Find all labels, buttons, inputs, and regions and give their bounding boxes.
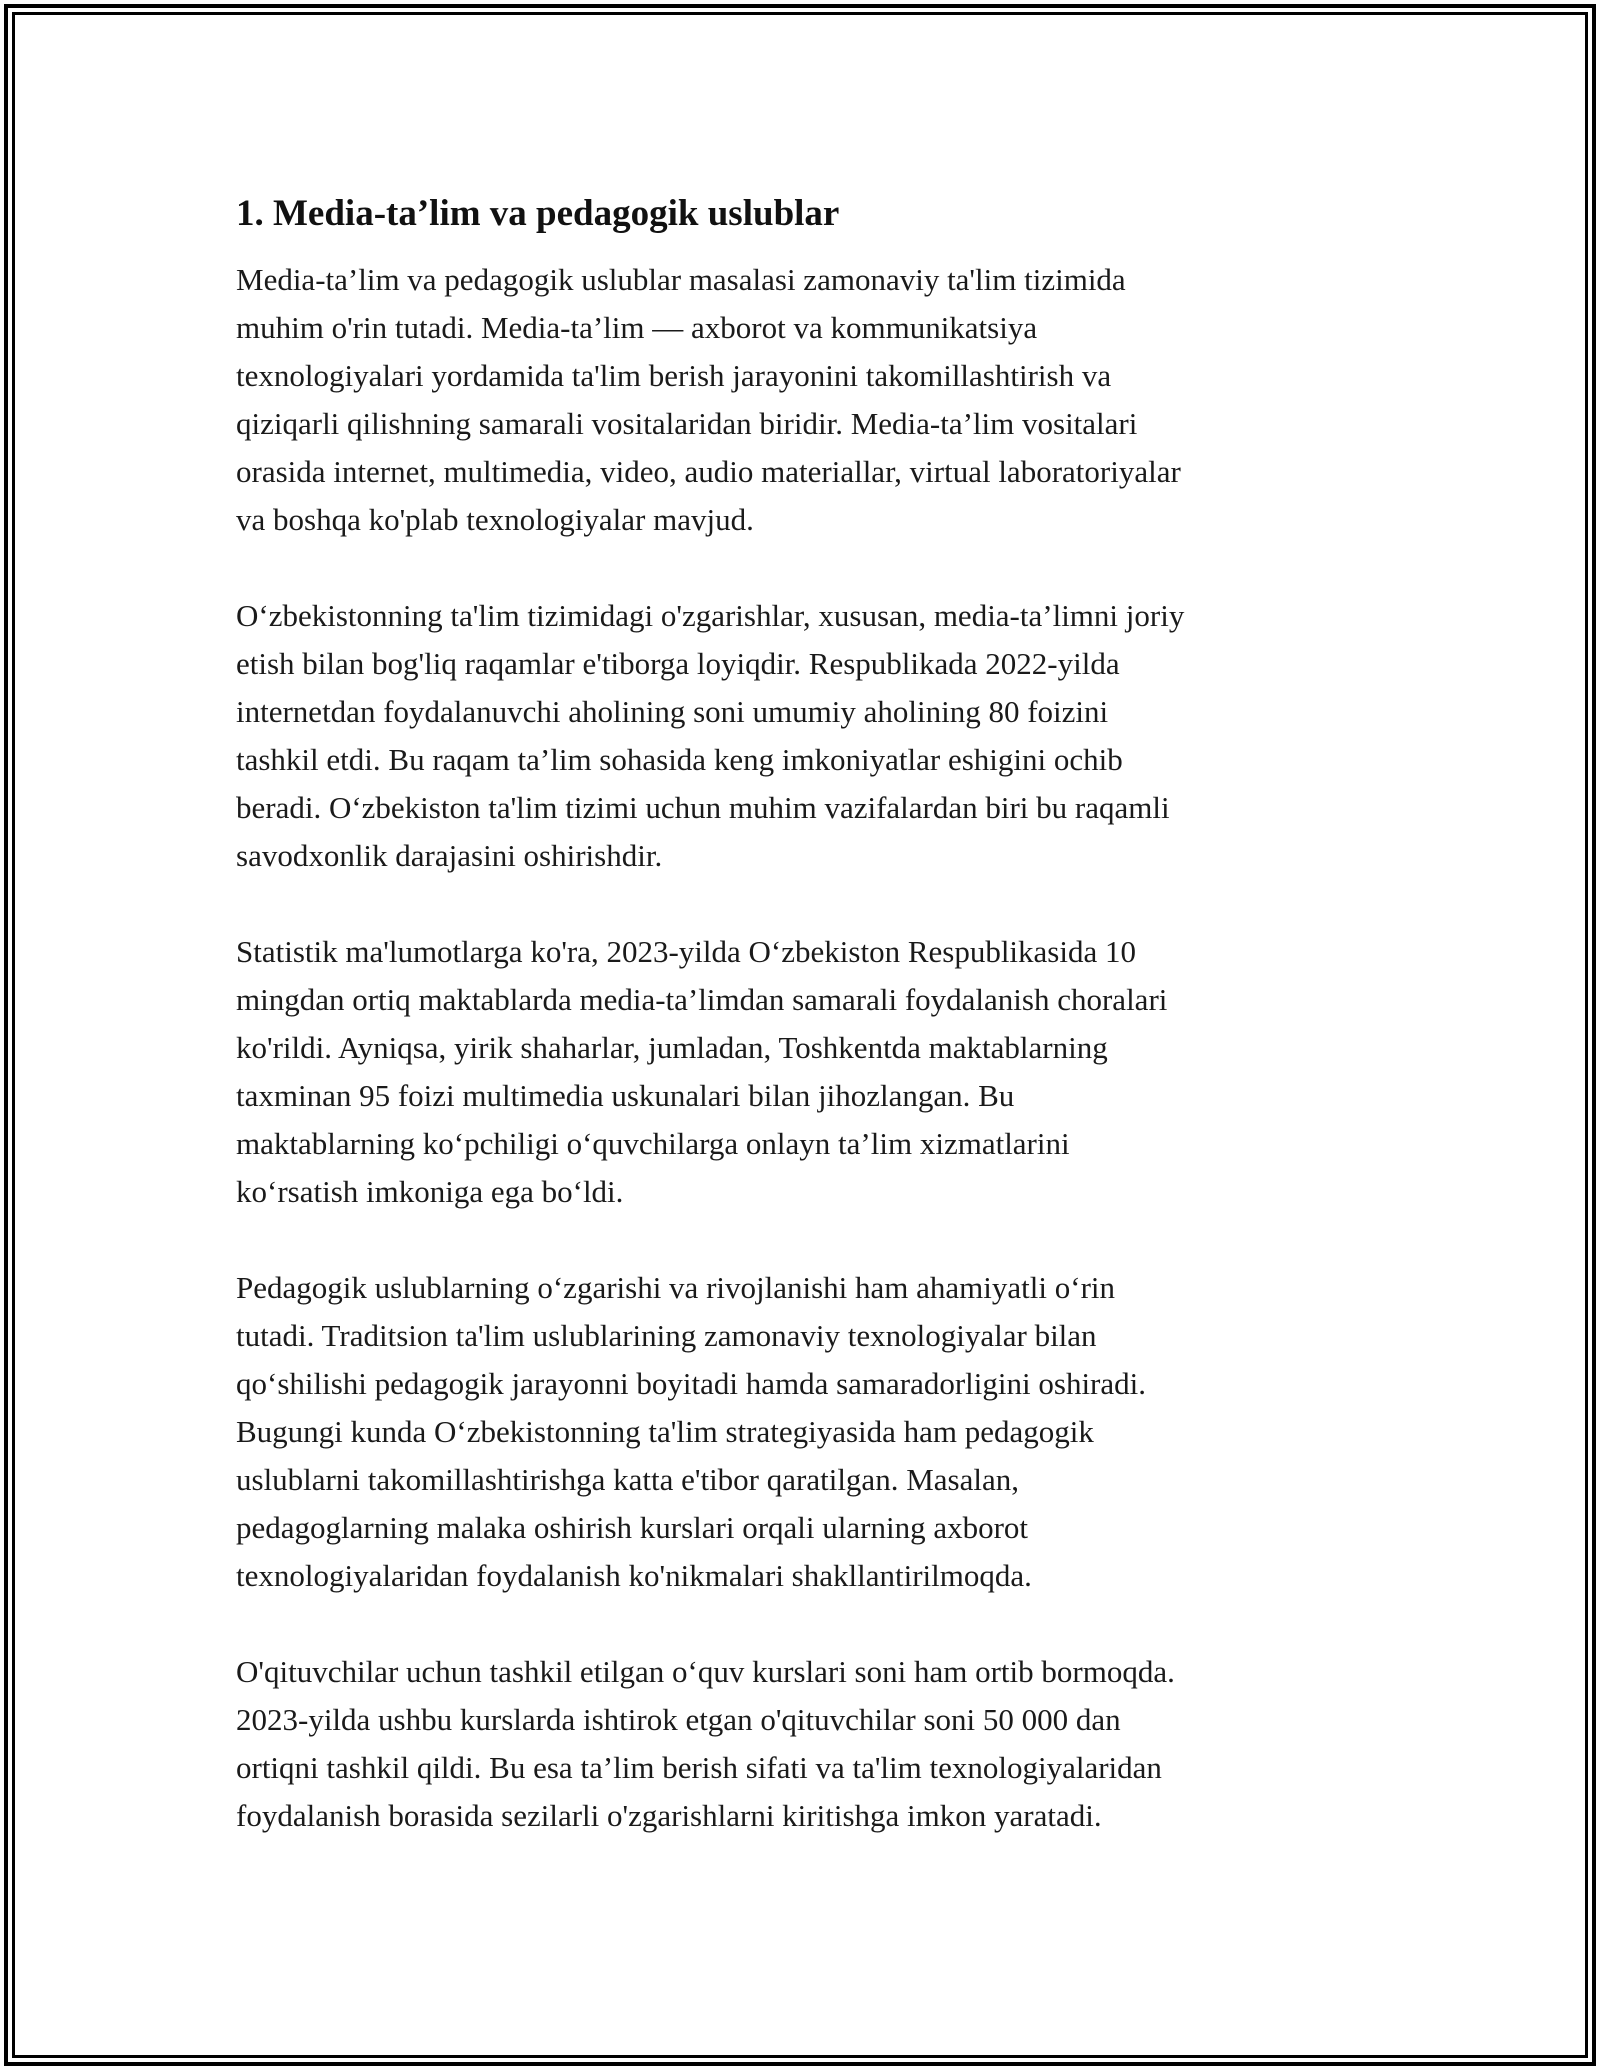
paragraph-line: va boshqa ko'plab texnologiyalar mavjud. [236,502,754,537]
paragraph-line: uslublarni takomillashtirishga katta e'tibor qaratilgan. Masalan, [236,1462,1019,1497]
document-page [236,186,1376,1888]
paragraph-3 [236,928,1376,1216]
paragraph-line: ko'rildi. Ayniqsa, yirik shaharlar, jumladan, Toshkentda maktablarning [236,1030,1108,1065]
paragraph-line: Pedagogik uslublarning o‘zgarishi va rivojlanishi ham ahamiyatli o‘rin [236,1270,1116,1305]
paragraph-line: muhim o'rin tutadi. Media-ta’lim — axborot va kommunikatsiya [236,310,1038,345]
paragraph-line: pedagoglarning malaka oshirish kurslari orqali ularning axborot [236,1510,1029,1545]
paragraph-line: texnologiyalaridan foydalanish ko'nikmalari shakllantirilmoqda. [236,1558,1032,1593]
paragraph-1 [236,256,1376,544]
paragraph-line: mingdan ortiq maktablarda media-ta’limdan samarali foydalanish choralari [236,982,1168,1017]
paragraph-line: ko‘rsatish imkoniga ega bo‘ldi. [236,1174,624,1209]
paragraph-line: taxminan 95 foizi multimedia uskunalari bilan jihozlangan. Bu [236,1078,1015,1113]
paragraph-line: orasida internet, multimedia, video, audio materiallar, virtual laboratoriyalar [236,454,1181,489]
paragraph-line: Bugungi kunda O‘zbekistonning ta'lim strategiyasida ham pedagogik [236,1414,1094,1449]
paragraph-2 [236,592,1376,880]
paragraph-4 [236,1264,1376,1600]
paragraph-line: tashkil etdi. Bu raqam ta’lim sohasida keng imkoniyatlar eshigini ochib [236,742,1123,777]
paragraph-line: foydalanish borasida sezilarli o'zgarishlarni kiritishga imkon yaratadi. [236,1798,1102,1833]
paragraph-5 [236,1648,1376,1840]
paragraph-line: texnologiyalari yordamida ta'lim berish jarayonini takomillashtirish va [236,358,1112,393]
paragraph-line: maktablarning ko‘pchiligi o‘quvchilarga onlayn ta’lim xizmatlarini [236,1126,1070,1161]
paragraph-line: savodxonlik darajasini oshirishdir. [236,838,663,873]
paragraph-line: beradi. O‘zbekiston ta'lim tizimi uchun muhim vazifalardan biri bu raqamli [236,790,1170,825]
paragraph-line: qo‘shilishi pedagogik jarayonni boyitadi hamda samaradorligini oshiradi. [236,1366,1147,1401]
paragraph-line: Statistik ma'lumotlarga ko'ra, 2023-yilda O‘zbekiston Respublikasida 10 [236,934,1136,969]
paragraph-line: Media-ta’lim va pedagogik uslublar masalasi zamonaviy ta'lim tizimida [236,262,1126,297]
paragraph-line: internetdan foydalanuvchi aholining soni umumiy aholining 80 foizini [236,694,1109,729]
section-heading: 1. Media-ta’lim va pedagogik uslublar [236,193,840,234]
paragraph-line: ortiqni tashkil qildi. Bu esa ta’lim berish sifati va ta'lim texnologiyalaridan [236,1750,1162,1785]
paragraph-line: O'qituvchilar uchun tashkil etilgan o‘quv kurslari soni ham ortib bormoqda. [236,1654,1175,1689]
paragraph-line: qiziqarli qilishning samarali vositalaridan biridir. Media-ta’lim vositalari [236,406,1138,441]
paragraph-line: O‘zbekistonning ta'lim tizimidagi o'zgarishlar, xususan, media-ta’limni joriy [236,598,1185,633]
paragraph-line: tutadi. Traditsion ta'lim uslublarining zamonaviy texnologiyalar bilan [236,1318,1097,1353]
paragraph-line: etish bilan bog'liq raqamlar e'tiborga loyiqdir. Respublikada 2022-yilda [236,646,1120,681]
paragraph-line: 2023-yilda ushbu kurslarda ishtirok etgan o'qituvchilar soni 50 000 dan [236,1702,1121,1737]
